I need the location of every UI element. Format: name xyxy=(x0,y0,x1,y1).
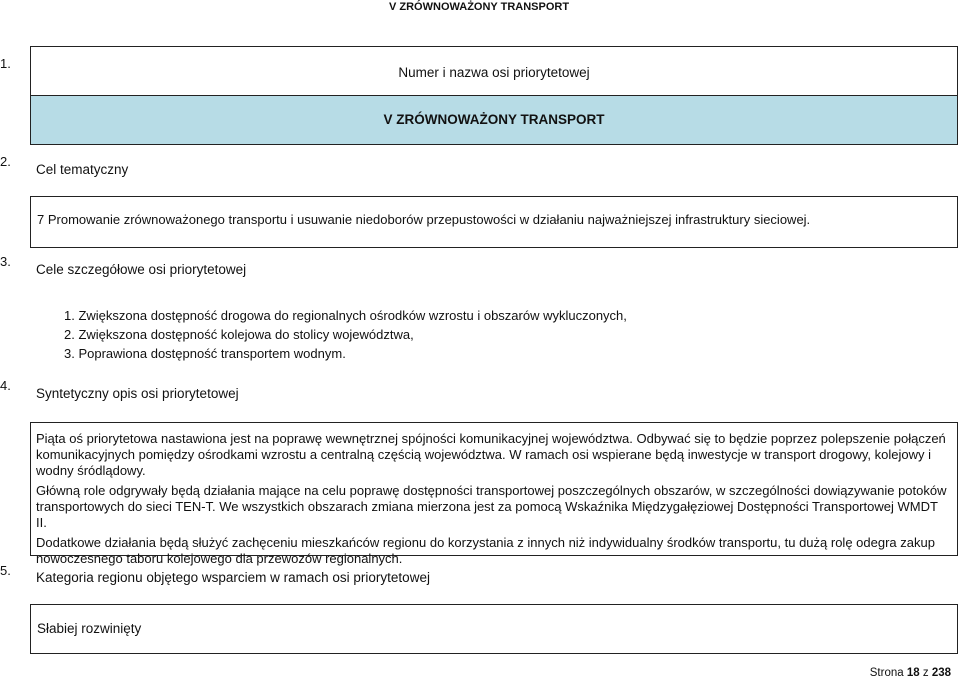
total-pages: 238 xyxy=(931,667,951,679)
region-category: Słabiej rozwinięty xyxy=(37,621,142,636)
description-paragraph: Piąta oś priorytetowa nastawiona jest na poprawę wewnętrznej spójności komunikacyjnej województwa. Odbywać się to będzie poprzez polepszenie połączeń komunikacyjnych pomiędzy ośrodkami wzrostu a centralną częścią województwa. W ramach osi wspierane będą inwestycje w transport drogowy, kolejowy i wodny śródlądowy. xyxy=(36,431,946,478)
section-2-value-box xyxy=(30,196,958,248)
section-5-value-box xyxy=(30,604,958,654)
section-number-1: 1. xyxy=(0,56,11,71)
thematic-objective: 7 Promowanie zrównoważonego transportu i usuwanie niedoborów przepustowości w działaniu najważniejszej infrastruktury sieciowej. xyxy=(37,212,811,227)
section-1-value-box xyxy=(30,95,958,145)
footer-prefix: Strona xyxy=(869,667,904,679)
page-header: V ZRÓWNOWAŻONY TRANSPORT xyxy=(389,1,570,13)
current-page: 18 xyxy=(906,667,920,679)
section-5-label: Kategoria regionu objętego wsparciem w ramach osi priorytetowej xyxy=(36,570,430,585)
footer-sep: z xyxy=(922,667,929,679)
section-4-label: Syntetyczny opis osi priorytetowej xyxy=(36,386,239,401)
section-2-label: Cel tematyczny xyxy=(36,162,129,177)
list-item: 2. Zwiększona dostępność kolejowa do stolicy województwa, xyxy=(64,327,414,342)
section-number-3: 3. xyxy=(0,254,11,269)
list-item: 3. Poprawiona dostępność transportem wodnym. xyxy=(64,346,346,361)
section-1-label: Numer i nazwa osi priorytetowej xyxy=(398,65,590,80)
description-paragraph: Dodatkowe działania będą służyć zachęceniu mieszkańców regionu do korzystania z innych niż indywidualny środków transportu, tu dużą rolę odegra zakup nowoczesnego taboru kolejowego dla przewozów regionalnych. xyxy=(36,535,935,566)
list-item: 1. Zwiększona dostępność drogowa do regionalnych ośrodków wzrostu i obszarów wykluczonych, xyxy=(64,308,627,323)
description-paragraph: Główną role odgrywały będą działania mające na celu poprawę dostępności transportowej poszczególnych obszarów, w szczególności dowiązywanie potoków transportowych do sieci TEN-T. We wszystkich obszarach zmiana mierzona jest za pomocą Wskaźnika Międzygałęziowej Dostępności Transportowej WMDT II. xyxy=(36,483,947,530)
section-3-label: Cele szczegółowe osi priorytetowej xyxy=(36,262,247,277)
section-number-4: 4. xyxy=(0,378,11,393)
axis-title: V ZRÓWNOWAŻONY TRANSPORT xyxy=(383,112,605,127)
section-4-description-box xyxy=(30,422,958,566)
page-footer xyxy=(870,667,951,679)
specific-objectives-list xyxy=(64,306,627,363)
section-number-2: 2. xyxy=(0,154,11,169)
section-1-label-box xyxy=(30,46,958,96)
section-number-5: 5. xyxy=(0,563,11,578)
